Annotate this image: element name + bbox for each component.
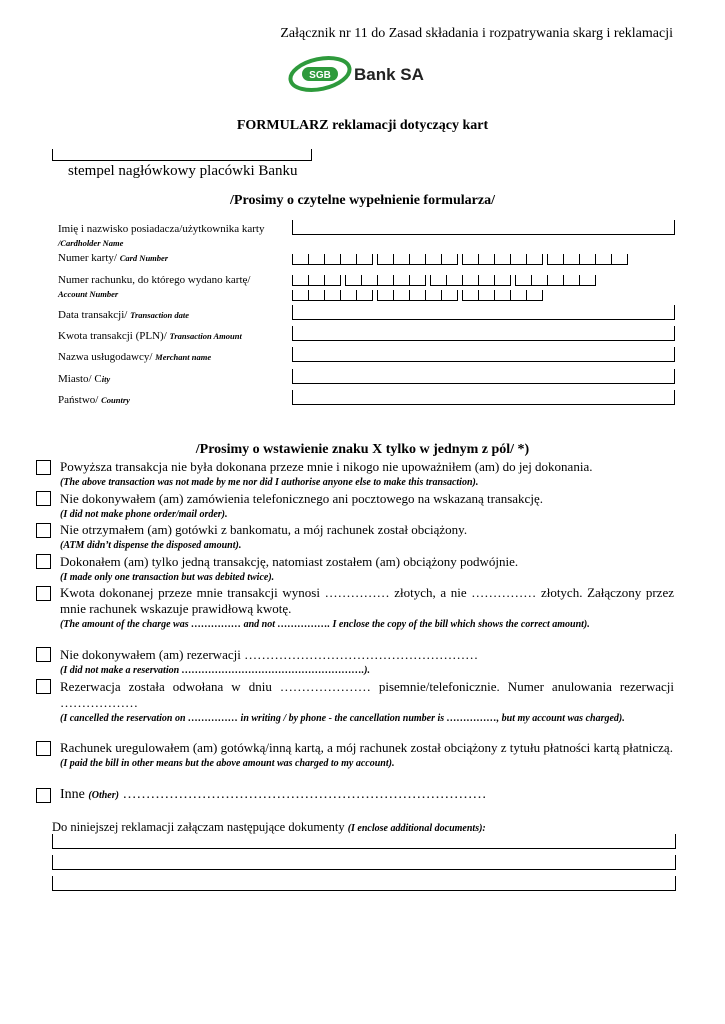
merchant-name-input[interactable]	[292, 347, 675, 362]
document-line-2[interactable]	[52, 855, 676, 870]
option-5: Kwota dokonanej przeze mnie transakcji wynosi …………… złotych, a nie …………… złotych. Załączony przez mnie rachunek wskazuje prawidłową kwotę. (The amount of the charge was …………… and not ……………. I enclose the copy of the bill which shows the correct amount).	[60, 585, 674, 630]
option-4: Dokonałem (am) tylko jedną transakcję, natomiast zostałem (am) obciążony podwójnie. (I made only one transaction but was debited twice).	[60, 554, 519, 583]
option-1: Powyższa transakcja nie była dokonana przeze mnie i nikogo nie upoważniłem (am) do jej dokonania. (The above transaction was not made by me nor did I authorise anyone else to make this transaction).	[60, 459, 593, 488]
card-number-boxes[interactable]	[292, 254, 632, 264]
document-line-3[interactable]	[52, 876, 676, 891]
field-label-account-number: Numer rachunku, do którego wydano kartę/ Account Number	[58, 274, 251, 299]
bank-logo	[288, 54, 438, 94]
annex-header: Załącznik nr 11 do Zasad składania i rozpatrywania skarg i reklamacji	[280, 26, 673, 41]
option-checkbox-5[interactable]	[36, 586, 51, 601]
cardholder-name-input[interactable]	[292, 220, 675, 235]
form-subtitle: /Prosimy o czytelne wypełnienie formularza/	[230, 193, 495, 208]
option-2: Nie dokonywałem (am) zamówienia telefonicznego ani pocztowego na wskazaną transakcję. (I did not make phone order/mail order).	[60, 491, 543, 520]
option-checkbox-6[interactable]	[36, 647, 51, 662]
option-checkbox-other[interactable]	[36, 788, 51, 803]
account-number-boxes-row2[interactable]	[292, 290, 547, 300]
field-label-transaction-date: Data transakcji/ Transaction date	[58, 309, 190, 321]
account-number-boxes-row1[interactable]	[292, 275, 600, 285]
field-label-country: Państwo/ Country	[58, 394, 130, 406]
form-title: FORMULARZ reklamacji dotyczący kart	[236, 118, 489, 133]
document-line-1[interactable]	[52, 834, 676, 849]
option-checkbox-3[interactable]	[36, 523, 51, 538]
logo-badge: SGB	[309, 70, 331, 81]
option-checkbox-8[interactable]	[36, 741, 51, 756]
option-other: Inne (Other) ……………………………………………………………………	[60, 787, 487, 802]
option-checkbox-2[interactable]	[36, 491, 51, 506]
field-label-card-number: Numer karty/ Card Number	[58, 252, 169, 264]
logo-text: Bank SA	[354, 65, 424, 84]
field-label-cardholder: Imię i nazwisko posiadacza/użytkownika karty /Cardholder Name	[58, 223, 265, 248]
stamp-label: stempel nagłówkowy placówki Banku	[68, 163, 298, 179]
country-input[interactable]	[292, 390, 675, 405]
field-label-amount: Kwota transakcji (PLN)/ Transaction Amount	[58, 330, 242, 342]
option-7: Rezerwacja została odwołana w dniu ………………… pisemnie/telefonicznie. Numer anulowania rezerwacji ……………… (I cancelled the reservation on …………… in writing / by phone - the cancellation number is ……………, but my account was charged).	[60, 679, 674, 724]
option-8: Rachunek uregulowałem (am) gotówką/inną kartą, a mój rachunek został obciążony z tytułu płatności kartą płatniczą. (I paid the bill in other means but the above amount was charged to my account).	[60, 740, 673, 769]
options-title: /Prosimy o wstawienie znaku X tylko w jednym z pól/ *)	[195, 442, 530, 457]
option-checkbox-7[interactable]	[36, 679, 51, 694]
city-input[interactable]	[292, 369, 675, 384]
option-checkbox-4[interactable]	[36, 554, 51, 569]
field-label-city: Miasto/ City	[58, 373, 111, 385]
transaction-date-input[interactable]	[292, 305, 675, 320]
field-label-merchant: Nazwa usługodawcy/ Merchant name	[58, 351, 212, 363]
option-6: Nie dokonywałem (am) rezerwacji ……………………………………………… (I did not make a reservation ……………………………………………….).	[60, 647, 479, 676]
documents-label: Do niniejszej reklamacji załączam następujące dokumenty (I enclose additional documents):	[52, 820, 486, 834]
option-3: Nie otrzymałem (am) gotówki z bankomatu, a mój rachunek został obciążony. (ATM didn’t dispense the disposed amount).	[60, 522, 468, 551]
transaction-amount-input[interactable]	[292, 326, 675, 341]
option-checkbox-1[interactable]	[36, 460, 51, 475]
stamp-field[interactable]	[52, 149, 312, 161]
